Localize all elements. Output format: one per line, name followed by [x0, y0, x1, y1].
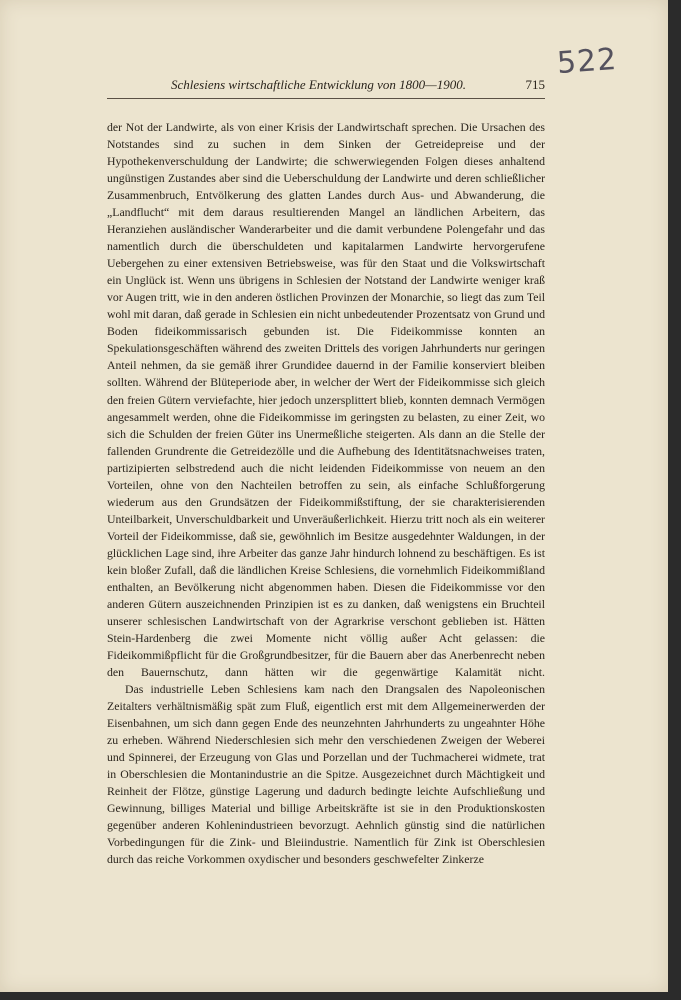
header-rule — [107, 98, 545, 99]
body-text — [107, 119, 545, 868]
paragraph-1: der Not der Landwirte, als von einer Krisis der Landwirtschaft sprechen. Die Ursachen des Notstandes sind zu suchen in dem Sinken der Getreidepreise und der Hypothekenverschuldung der Landwirte; die schwerwiegenden Folgen dieses anhaltend ungünstigen Zustandes aber sind die Ueberschuldung der Landwirte und deren schließlicher Zusammenbruch, Entvölkerung des glatten Landes durch Aus- und Abwanderung, die „Landflucht“ mit dem daraus resultierenden Mangel an ländlichen Arbeitern, das Heranziehen ausländischer Wanderarbeiter und die damit verbundene Polengefahr und das namentlich durch die überschuldeten und kapitalarmen Landwirte hervorgerufene Uebergehen zu einer extensiven Betriebsweise, was für den Staat und die Volkswirtschaft ein Unglück ist. Wenn uns übrigens in Schlesien der Notstand der Landwirte weniger kraß vor Augen tritt, wie in den anderen östlichen Provinzen der Monarchie, so liegt das zum Teil wohl mit daran, daß gerade in Schlesien ein nicht unbedeutender Prozentsatz von Grund und Boden fideikommissarisch gebunden ist. Die Fideikommisse konnten an Spekulationsgeschäften während des zweiten Drittels des vorigen Jahrhunderts nur geringen Anteil nehmen, da sie gemäß ihrer Grundidee dauernd in der Familie konserviert bleiben sollten. Während der Blüteperiode aber, in welcher der Wert der Fideikommisse sich gleich den freien Gütern verviefachte, hier jedoch unzersplittert blieb, konnten demnach Vermögen angesammelt werden, ohne die Fideikommisse im geringsten zu belasten, zu einer Zeit, wo sich die Schulden der freien Güter ins Unermeßliche steigerten. Als dann an die Stelle der fallenden Grundrente die Getreidezölle und die Aufhebung des Identitätsnachweises traten, partizipierten selbstredend auch die nicht leidenden Fideikommisse von neuem an den Vorteilen, ohne von den Nachteilen betroffen zu sein, als einfache Schlußforgerung wiederum aus den Grundsätzen der Fideikommißstiftung, der sie charakterisierenden Unteilbarkeit, Unverschuldbarkeit und Unveräußerlichkeit. Hierzu tritt noch als ein weiterer Vorteil der Fideikommisse, daß sie, gewöhnlich im Besitze ausgedehnter Waldungen, in der glücklichen Lage sind, ihre Arbeiter das ganze Jahr hindurch lohnend zu beschäftigen. Es ist kein bloßer Zufall, daß die ländlichen Kreise Schlesiens, die vornehmlich Fideikommißland enthalten, an Bevölkerung nicht abgenommen haben. Diesen die Fideikommisse vor den anderen Gütern auszeichnenden Prinzipien ist es zu danken, daß wenigstens ein Bruchteil unserer schlesischen Landwirtschaft von der Agrarkrise verschont geblieben ist. Hätten Stein-Hardenberg die zwei Momente nicht völlig außer Acht gelassen: die Fideikommißpflicht für die Großgrundbesitzer, für die Bauern aber das Anerbenrecht neben den Bauernschutz, dann hätten wir die gegenwärtige Kalamität nicht. — [107, 120, 545, 679]
handwritten-page-mark: 522 — [555, 41, 619, 82]
running-title: Schlesiens wirtschaftliche Entwicklung von 1800—1900. — [171, 77, 466, 92]
paragraph-2: Das industrielle Leben Schlesiens kam nach den Drangsalen des Napoleonischen Zeitalters verhältnismäßig spät zum Fluß, eigentlich erst mit dem Allgemeinerwerden der Eisenbahnen, um sich dann gegen Ende des neunzehnten Jahrhunderts zu ungeahnter Höhe zu erheben. Während Niederschlesien sich mehr den verschiedenen Zweigen der Weberei und Spinnerei, der Erzeugung von Glas und Porzellan und der Tuchmacherei widmete, trat in Oberschlesien die Montanindustrie an die Spitze. Ausgezeichnet durch Mächtigkeit und Reinheit der Flötze, günstige Lagerung und dadurch bedingte leichte Aufschließung und Gewinnung, billiges Material und billige Arbeitskräfte ist sie in den Produktionskosten gegenüber anderen Kohlenindustrieen bevorzugt. Aehnlich günstig sind die natürlichen Vorbedingungen für die Zink- und Bleiindustrie. Namentlich für Zink ist Oberschlesien durch das reiche Vorkommen oxydischer und besonders geschwefelter Zinkerze — [107, 682, 545, 867]
page-number: 715 — [525, 77, 545, 92]
